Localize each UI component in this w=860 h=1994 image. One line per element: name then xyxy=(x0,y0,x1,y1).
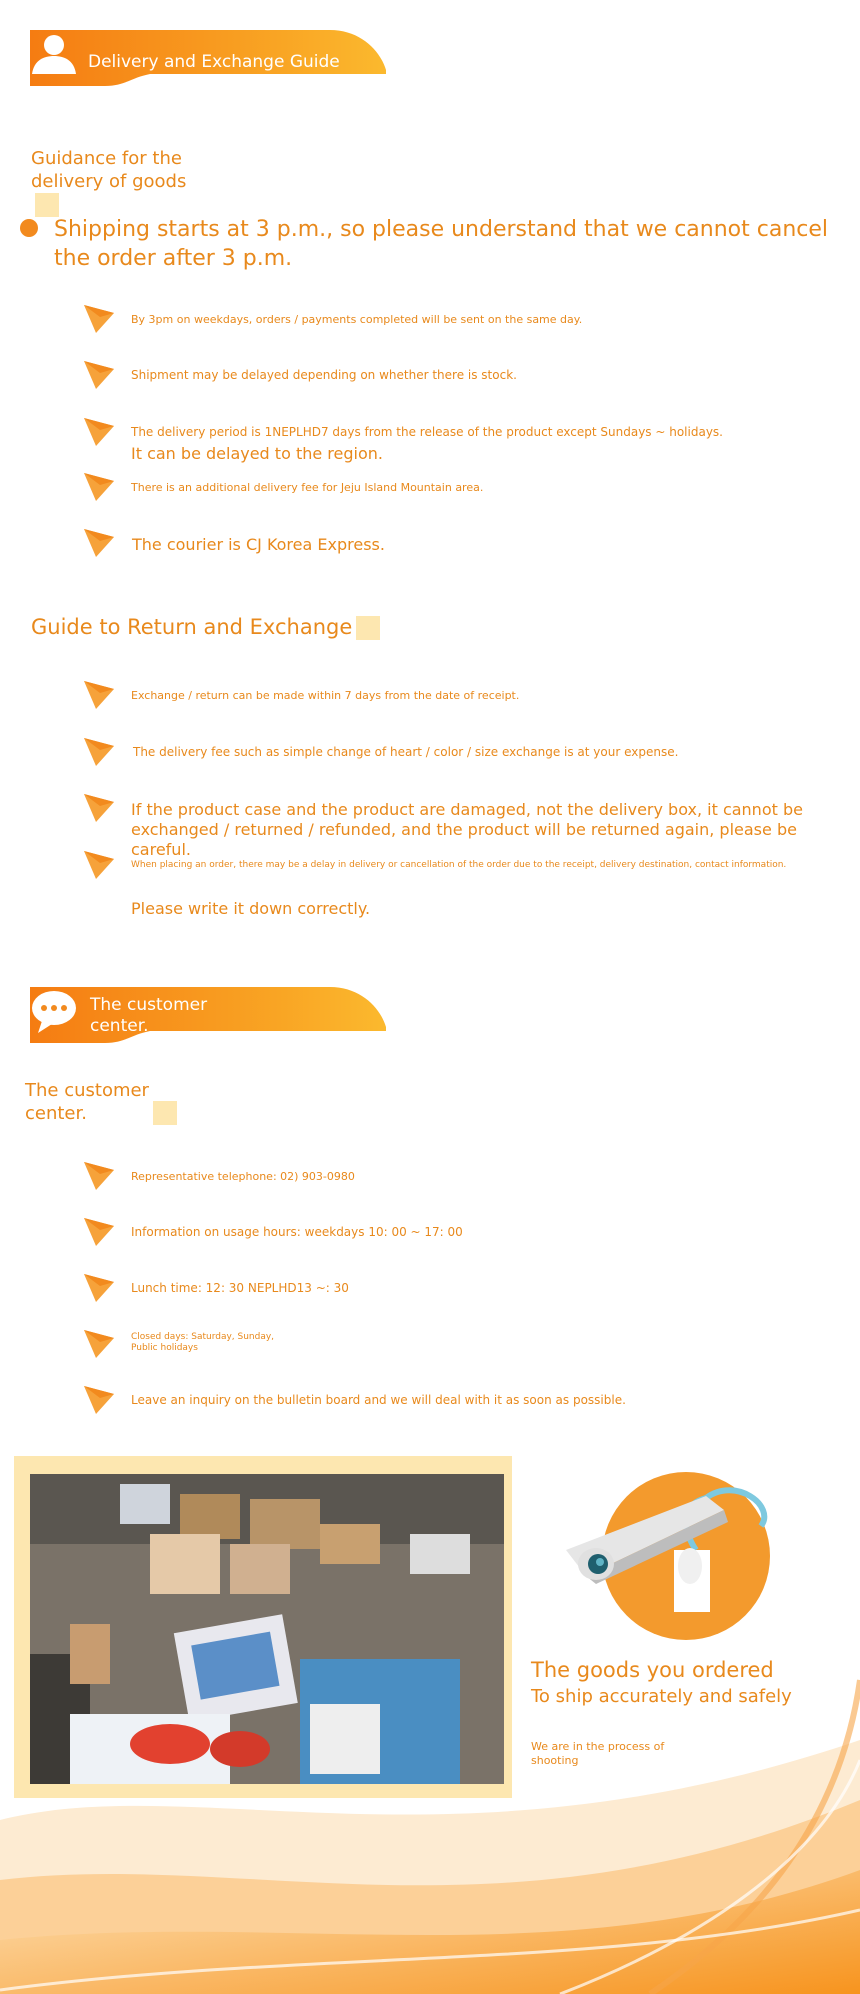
goods-note: We are in the process of shooting xyxy=(531,1740,665,1767)
triangle-bullet-icon xyxy=(82,1326,116,1360)
delivery-section-heading: Guidance for the delivery of goods xyxy=(31,147,211,217)
heading-accent-block xyxy=(35,193,59,217)
delivery-guide-banner xyxy=(30,30,386,86)
triangle-bullet-icon xyxy=(82,525,116,559)
triangle-bullet-icon xyxy=(82,734,116,768)
item-text: If the product case and the product are damaged, not the delivery box, it cannot be exchanged / returned / refunded, and the product will be returned again, please be careful. xyxy=(131,800,803,859)
goods-title: The goods you ordered xyxy=(531,1658,774,1682)
packing-table-photo xyxy=(30,1474,504,1784)
banner-title: The customer center. xyxy=(90,995,208,1036)
speech-bubble-icon xyxy=(30,987,78,1035)
item-text: Leave an inquiry on the bulletin board and we will deal with it as soon as possible. xyxy=(131,1393,626,1407)
item-text: When placing an order, there may be a delay in delivery or cancellation of the order due to the receipt, delivery destination, contact information. xyxy=(131,860,787,870)
item-text: The delivery period is 1NEPLHD7 days from the release of the product except Sundays ~ holidays. xyxy=(131,425,723,439)
triangle-bullet-icon xyxy=(82,1214,116,1248)
item-text: It can be delayed to the region. xyxy=(131,444,383,463)
triangle-bullet-icon xyxy=(82,1382,116,1416)
item-text: Exchange / return can be made within 7 days from the date of receipt. xyxy=(131,689,520,702)
item-text: Shipment may be delayed depending on whether there is stock. xyxy=(131,368,517,382)
person-icon xyxy=(30,30,78,78)
triangle-bullet-icon xyxy=(82,677,116,711)
item-text: The courier is CJ Korea Express. xyxy=(132,535,385,554)
item-text: Closed days: Saturday, Sunday, Public holidays xyxy=(131,1332,275,1353)
security-camera-icon xyxy=(556,1466,796,1646)
triangle-bullet-icon xyxy=(82,1158,116,1192)
triangle-bullet-icon xyxy=(82,1270,116,1304)
triangle-bullet-icon xyxy=(82,357,116,391)
customer-center-banner xyxy=(30,987,386,1043)
triangle-bullet-icon xyxy=(82,301,116,335)
shipping-cutoff-notice: Shipping starts at 3 p.m., so please understand that we cannot cancel the order after 3 p.m. xyxy=(54,217,829,271)
heading-accent-block xyxy=(153,1101,177,1125)
bullet-dot xyxy=(20,219,38,237)
customer-section-heading: The customer center. xyxy=(25,1079,215,1125)
item-text: Lunch time: 12: 30 NEPLHD13 ~: 30 xyxy=(131,1281,349,1295)
return-section-heading: Guide to Return and Exchange xyxy=(31,614,380,640)
item-text: By 3pm on weekdays, orders / payments completed will be sent on the same day. xyxy=(131,313,583,326)
item-text: Representative telephone: 02) 903-0980 xyxy=(131,1170,355,1183)
item-text: Information on usage hours: weekdays 10: 00 ~ 17: 00 xyxy=(131,1225,463,1239)
item-text: Please write it down correctly. xyxy=(131,899,371,918)
triangle-bullet-icon xyxy=(82,469,116,503)
triangle-bullet-icon xyxy=(82,414,116,448)
triangle-bullet-icon xyxy=(82,847,116,881)
heading-accent-block xyxy=(356,616,380,640)
banner-title: Delivery and Exchange Guide xyxy=(88,52,340,72)
triangle-bullet-icon xyxy=(82,790,116,824)
item-text: There is an additional delivery fee for Jeju Island Mountain area. xyxy=(131,481,484,494)
item-text: The delivery fee such as simple change of heart / color / size exchange is at your expense. xyxy=(133,745,679,759)
goods-subtitle: To ship accurately and safely xyxy=(531,1686,792,1707)
